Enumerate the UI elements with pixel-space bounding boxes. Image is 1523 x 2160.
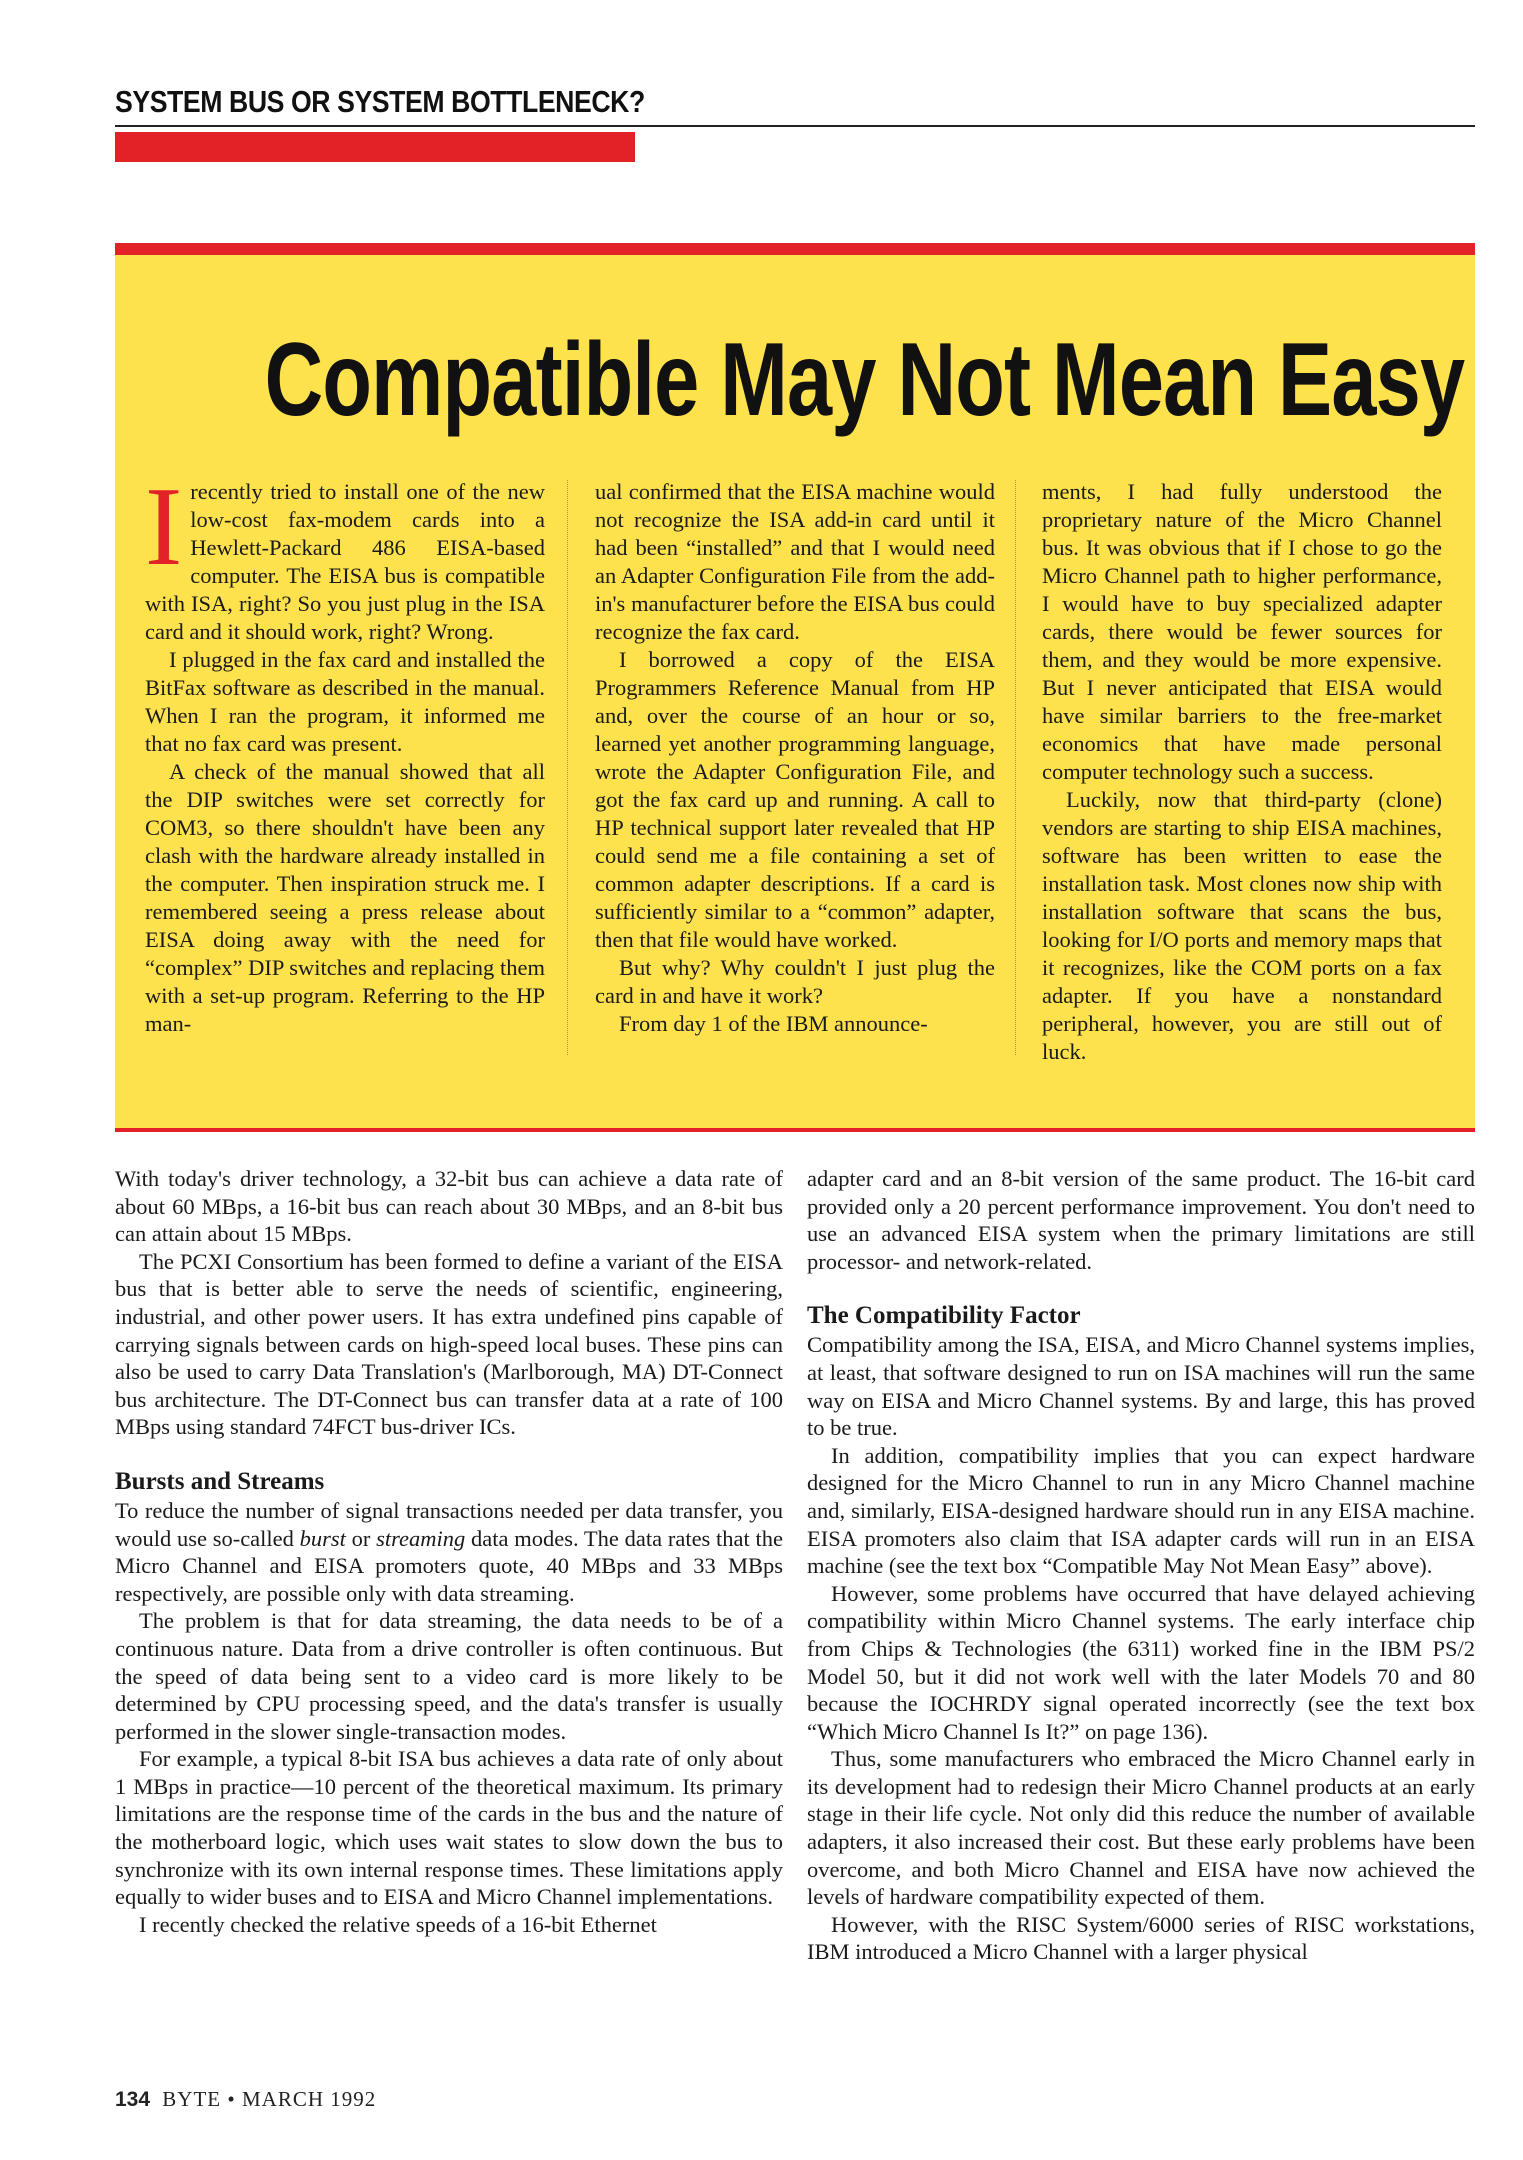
article-paragraph: However, some problems have occurred that have delayed achieving compatibility within Micro Channel systems. The early interface chip from Chips & Technologies (the 6311) worked fine in the IBM PS/2 Model 50, but it did not work well with the later Models 70 and 80 because the IOCHRDY signal operated incorrectly (see the text box “Which Micro Channel Is It?” on page 136). [807, 1580, 1475, 1744]
column-divider [567, 480, 568, 1055]
sidebar-title: Compatible May Not Mean Easy [264, 322, 1465, 438]
sidebar-paragraph: From day 1 of the IBM announce- [619, 1011, 928, 1036]
sidebar-paragraph: A check of the manual showed that all the DIP switches were set correctly for COM3, so there shouldn't have been any clash with the hardware already installed in the computer. Then inspiration struck me. I remembered seeing a press release about EISA doing away with the need for “complex” DIP switches and replacing them with a set-up program. Referring to the HP man- [145, 759, 545, 1036]
article-paragraph: Compatibility among the ISA, EISA, and Micro Channel systems implies, at least, that software designed to run on ISA machines will run the same way on EISA and Micro Channel systems. By and large, this has proved to be true. [807, 1332, 1475, 1441]
article-paragraph: Thus, some manufacturers who embraced the Micro Channel early in its development had to redesign their Micro Channel products at an early stage in their life cycle. Not only did this reduce the number of available adapters, it also increased their cost. But these early problems have been overcome, and both Micro Channel and EISA have now achieved the levels of hardware compatibility expected of them. [807, 1746, 1475, 1910]
publication-info: BYTE • MARCH 1992 [162, 2087, 377, 2111]
section-heading-compatibility-factor: The Compatibility Factor [807, 1302, 1081, 1330]
article-column-1 [115, 1165, 783, 1938]
sidebar-paragraph: ments, I had fully understood the proprietary nature of the Micro Channel bus. It was obvious that if I chose to go the Micro Channel path to higher performance, I would have to buy specialized adapter cards, there would be fewer sources for them, and they would be more expensive. But I never anticipated that EISA would have similar barriers to the free-market economics that have made personal computer technology such a success. [1042, 479, 1442, 784]
header-rule [115, 125, 1475, 127]
article-paragraph: With today's driver technology, a 32-bit bus can achieve a data rate of about 60 MBps, a 16-bit bus can reach about 30 MBps, and an 8-bit bus can attain about 15 MBps. [115, 1166, 783, 1247]
header-accent-bar [115, 132, 635, 162]
sidebar-box [115, 243, 1475, 1128]
sidebar-column-3 [1042, 478, 1442, 1066]
article-paragraph: The PCXI Consortium has been formed to define a variant of the EISA bus that is better able to serve the needs of scientific, engineering, industrial, and other power users. It has extra undefined pins capable of carrying signals between cards on high-speed local buses. These pins can also be used to carry Data Translation's (Marlborough, MA) DT-Connect bus architecture. The DT-Connect bus can transfer data at a rate of 100 MBps using standard 74FCT bus-driver ICs. [115, 1248, 783, 1440]
sidebar-text: recently tried to install one of the new low-cost fax-modem cards into a Hewlett-Packard 486 EISA-based computer. The EISA bus is compatible with ISA, right? So you just plug in the ISA card and it should work, right? Wrong. [145, 479, 545, 644]
sidebar-paragraph: I plugged in the fax card and installed the BitFax software as described in the manual. When I ran the program, it informed me that no fax card was present. [145, 647, 545, 756]
sidebar-paragraph: I borrowed a copy of the EISA Programmers Reference Manual from HP and, over the course of an hour or so, learned yet another programming language, wrote the Adapter Configuration File, and got the fax card up and running. A call to HP technical support later revealed that HP could send me a file containing a set of common adapter descriptions. If a card is sufficiently similar to a “common” adapter, then that file would have worked. [595, 647, 995, 952]
column-divider [1015, 480, 1016, 1055]
article-paragraph: I recently checked the relative speeds of a 16-bit Ethernet [139, 1911, 657, 1937]
article-column-2 [807, 1165, 1475, 1966]
article-paragraph: adapter card and an 8-bit version of the same product. The 16-bit card provided only a 20 percent performance improvement. You don't need to use an advanced EISA system when the primary limitations are still processor- and network-related. [807, 1166, 1475, 1274]
page-footer [115, 2087, 376, 2112]
page-number: 134 [115, 2088, 151, 2111]
sidebar-column-1 [145, 465, 545, 1038]
section-header-title: SYSTEM BUS OR SYSTEM BOTTLENECK? [115, 84, 645, 119]
drop-cap: I [145, 465, 183, 589]
article-paragraph: However, with the RISC System/6000 series of RISC workstations, IBM introduced a Micro Channel with a larger physical [807, 1911, 1475, 1965]
article-paragraph: The problem is that for data streaming, the data needs to be of a continuous nature. Data from a drive controller is often continuous. But the speed of data being sent to a video card is more likely to be determined by CPU processing speed, and the data's transfer is usually performed in the slower single-transaction modes. [115, 1608, 783, 1744]
article-paragraph: In addition, compatibility implies that you can expect hardware designed for the Micro Channel to run in any Micro Channel machine and, similarly, EISA-designed hardware should run in any EISA machine. EISA promoters also claim that ISA adapter cards will run in an EISA machine (see the text box “Compatible May Not Mean Easy” above). [807, 1442, 1475, 1579]
sidebar-column-2 [595, 478, 995, 1038]
sidebar-paragraph: ual confirmed that the EISA machine would not recognize the ISA add-in card until it had been “installed” and that I would need an Adapter Configuration File from the add-in's manufacturer before the EISA bus could recognize the fax card. [595, 479, 995, 644]
sidebar-paragraph: But why? Why couldn't I just plug the card in and have it work? [595, 955, 995, 1008]
sidebar-paragraph [145, 465, 545, 646]
sidebar-bottom-rule [115, 1128, 1475, 1132]
section-heading-bursts-and-streams: Bursts and Streams [115, 1467, 325, 1495]
article-paragraph: To reduce the number of signal transactions needed per data transfer, you would use so-called burst or streaming data modes. The data rates that the Micro Channel and EISA promoters quote, 40 MBps and 33 MBps respectively, are possible only with data streaming. [115, 1497, 783, 1606]
sidebar-paragraph: Luckily, now that third-party (clone) vendors are starting to ship EISA machines, software has been written to ease the installation task. Most clones now ship with installation software that scans the bus, looking for I/O ports and memory maps that it recognizes, like the COM ports on a fax adapter. If you have a nonstandard peripheral, however, you are still out of luck. [1042, 787, 1442, 1064]
article-paragraph: For example, a typical 8-bit ISA bus achieves a data rate of only about 1 MBps in practice—10 percent of the theoretical maximum. Its primary limitations are the response time of the cards in the bus and the nature of the motherboard logic, which uses wait states to slow down the bus to synchronize with its own internal response times. These limitations apply equally to wider buses and to EISA and Micro Channel implementations. [115, 1746, 783, 1910]
